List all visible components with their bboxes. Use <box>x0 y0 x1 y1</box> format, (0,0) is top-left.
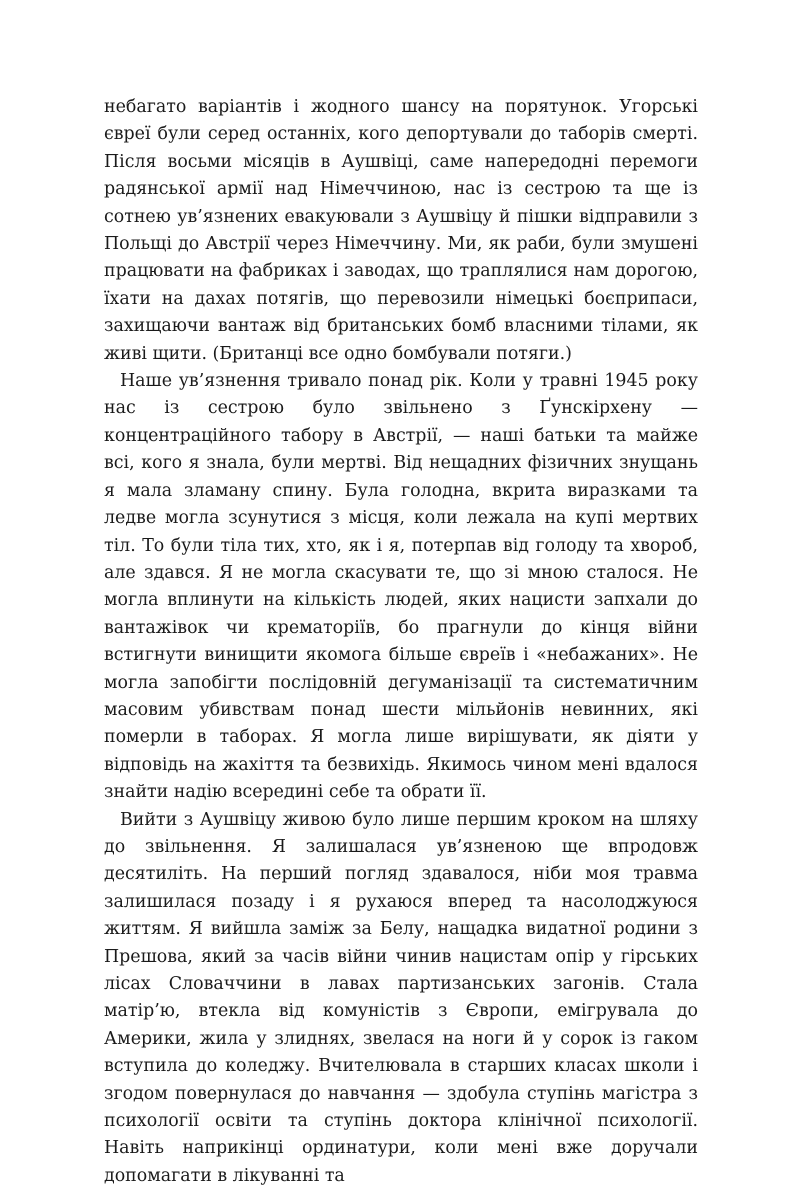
paragraph-after-auschwitz: Вийти з Аушвіцу живою було лише першим кроком на шляху до звільнення. Я залишалася ув’язненою ще впродовж десятиліть. На перший погляд здавалося, ніби моя травма залишилася позаду і я рухаюся вперед та насолоджуюся життям. Я вийшла заміж за Белу, нащадка видатної родини з Прешова, який за часів війни чинив нацистам опір у гірських лісах Словаччини в лавах партизанських загонів. Стала матір’ю, втекла від комуністів з Європи, емігрувала до Америки, жила у злиднях, звелася на ноги й у сорок із гаком вступила до коледжу. Вчителювала в старших класах школи і згодом повернулася до навчання — здобула ступінь магістра з психології освіти та ступінь доктора клінічної психології. Навіть наприкінці ординатури, коли мені вже доручали допомагати в лікуванні та <box>104 809 698 1186</box>
paragraph-continuation: небагато варіантів і жодного шансу на порятунок. Угорські євреї були серед останніх, кого депортували до таборів смерті. Після восьми місяців в Аушвіці, саме напередодні перемоги радянської армії над Німеччиною, нас із сестрою та ще із сотнею ув’язнених евакуювали з Аушвіцу й пішки відправили з Польщі до Австрії через Німеччину. Ми, як раби, були змушені працювати на фабриках і заводах, що траплялися нам дорогою, їхати на дахах потягів, що перевозили німецькі боєприпаси, захищаючи вантаж від британських бомб власними тілами, як живі щити. (Британці все одно бомбували потяги.) <box>104 97 698 364</box>
paragraph-liberation: Наше ув’язнення тривало понад рік. Коли у травні 1945 року нас із сестрою було звільнено з Ґунскірхену — концентраційного табору в Австрії, — наші батьки та майже всі, кого я знала, були мертві. Від нещадних фізичних знущань я мала зламану спину. Була голодна, вкрита виразками та ледве могла зсунутися з місця, коли лежала на купі мертвих тіл. То були тіла тих, хто, як і я, потерпав від голоду та хвороб, але здався. Я не могла скасувати те, що зі мною сталося. Не могла вплинути на кількість людей, яких нацисти запхали до вантажівок чи крематоріїв, бо прагнули до кінця війни встигнути винищити якомога більше євреїв і «небажаних». Не могла запобігти послідовній дегуманізації та систематичним масовим убивствам понад шести мільйонів невинних, які померли в таборах. Я могла лише вирішувати, як діяти у відповідь на жахіття та безвихідь. Якимось чином мені вдалося знайти надію всередині себе та обрати її. <box>104 371 698 803</box>
book-page-body <box>104 94 698 1190</box>
